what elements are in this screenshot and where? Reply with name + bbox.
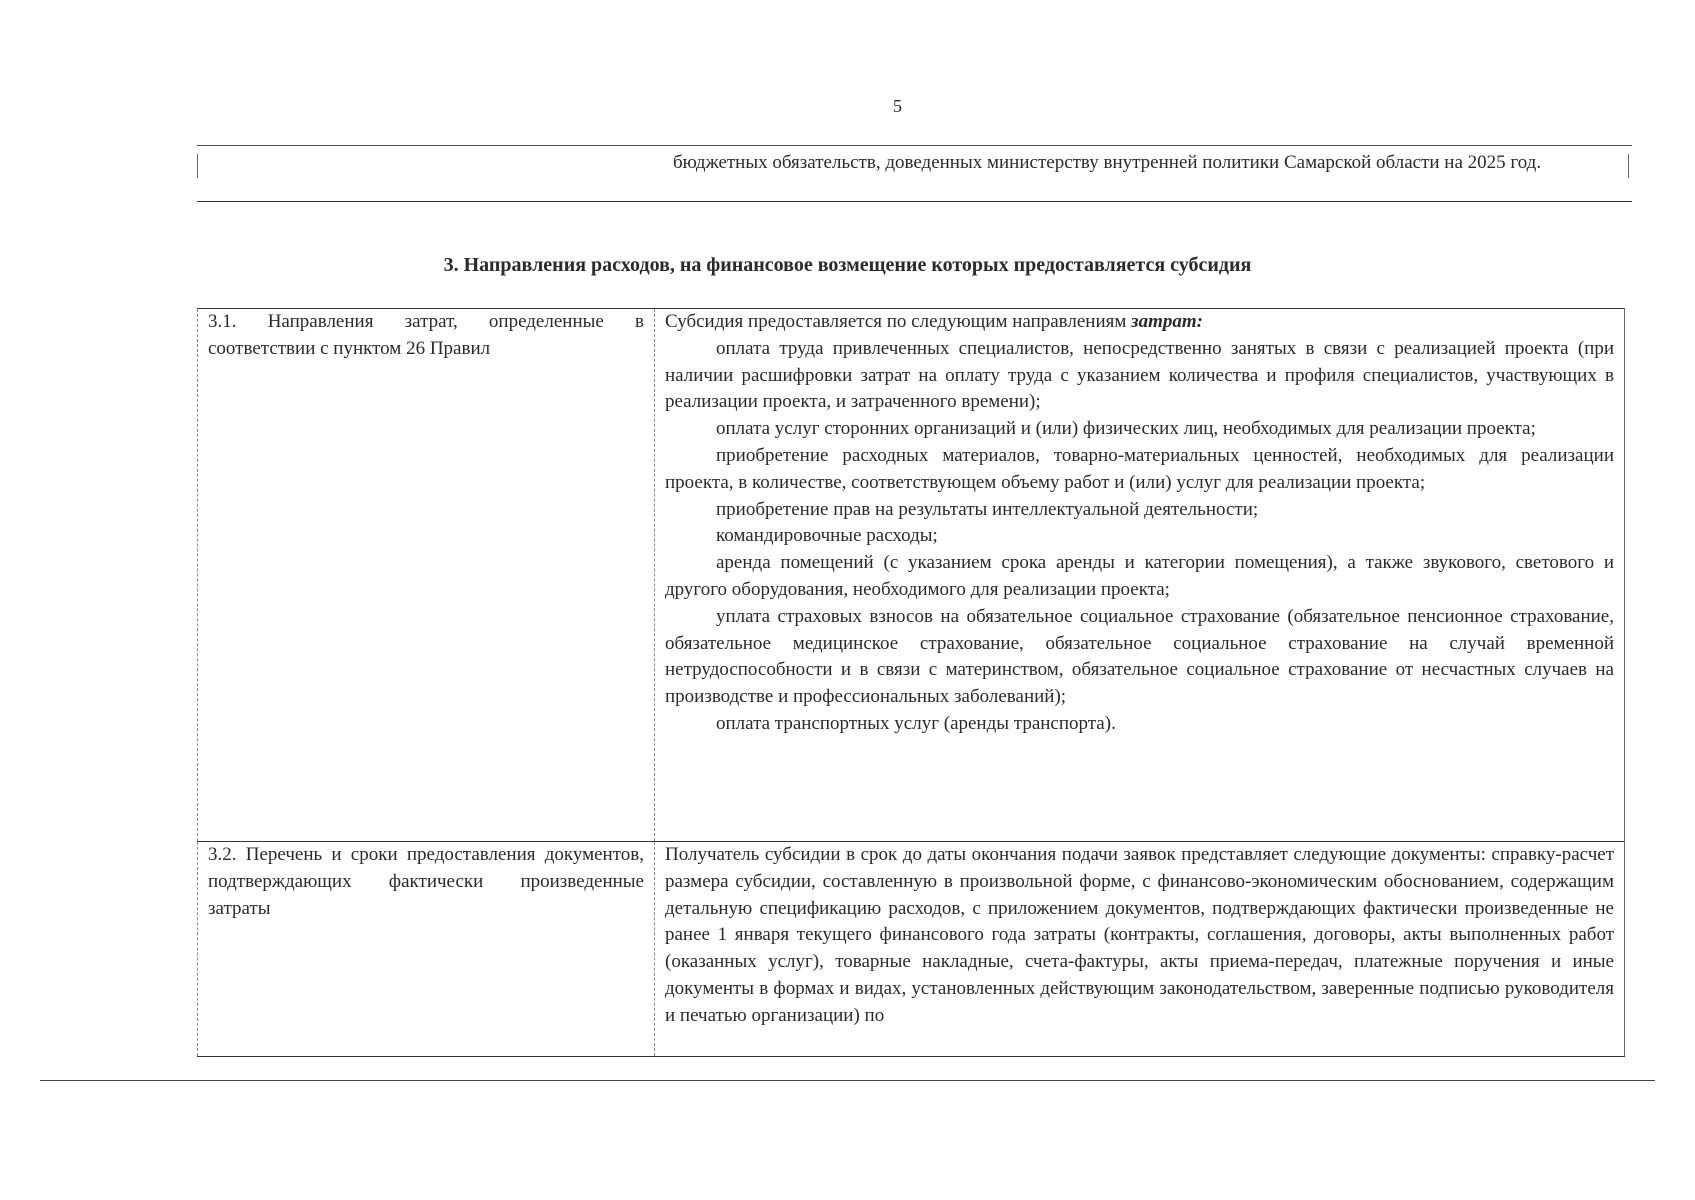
list-item: оплата труда привлеченных специалистов, непосредственно занятых в связи с реализацией проекта (при наличии расшифровки затрат на оплату труда с указанием количества и профиля специалистов, участвующих в реализации проекта, и затраченного времени);: [665, 337, 1614, 413]
bottom-divider: [40, 1080, 1655, 1081]
cell-border: [1628, 154, 1629, 178]
intro-line: [665, 309, 1614, 336]
row-label-3-2: 3.2. Перечень и сроки предоставления документов, подтверждающих фактически произведенные затраты: [198, 842, 655, 1057]
list-item: аренда помещений (с указанием срока аренды и категории помещения), а также звукового, светового и другого оборудования, необходимого для реализации проекта;: [665, 552, 1614, 600]
section-heading: 3. Направления расходов, на финансовое возмещение которых предоставляется субсидия: [443, 254, 1252, 276]
list-item: командировочные расходы;: [716, 525, 938, 547]
row-label-3-1: 3.1. Направления затрат, определенные в соответствии с пунктом 26 Правил: [198, 309, 655, 842]
list-item: приобретение расходных материалов, товарно-материальных ценностей, необходимых для реализации проекта, в количестве, соответствующем объему работ и (или) услуг для реализации проекта;: [665, 444, 1614, 493]
list-item: оплата услуг сторонних организаций и (или) физических лиц, необходимых для реализации проекта;: [716, 418, 1536, 440]
intro-emphasis: затрат:: [1131, 311, 1203, 332]
expenses-table: [197, 308, 1625, 1057]
list-item: уплата страховых взносов на обязательное социальное страхование (обязательное пенсионное страхование, обязательное медицинское страхование, обязательное социальное страхование на случай временной нетрудоспособности и в связи с материнством, обязательное социальное страхование от несчастных случаев на производстве и профессиональных заболеваний);: [665, 605, 1614, 708]
continuation-text: бюджетных обязательств, доведенных министерству внутренней политики Самарской области на 2025 год.: [673, 152, 1542, 173]
row-content-3-2: Получатель субсидии в срок до даты окончания подачи заявок представляет следующие документы: справку-расчет размера субсидии, составленную в произвольной форме, с финансово-экономическим обоснованием, содержащим детальную спецификацию расходов, с приложением документов, подтверждающих фактически произведенные не ранее 1 января текущего финансового года затраты (контракты, соглашения, договоры, акты выполненных работ (оказанных услуг), товарные накладные, счета-фактуры, акты приема-передач, платежные поручения и иные документы в формах и видах, установленных действующим законодательством, заверенные подписью руководителя и печатью организации) по: [655, 842, 1625, 1057]
cell-border: [197, 154, 198, 178]
row-content-3-1: [655, 309, 1625, 842]
continuation-table: [197, 145, 1632, 202]
list-item: оплата транспортных услуг (аренды транспорта).: [716, 712, 1116, 734]
intro-text: Субсидия предоставляется по следующим направлениям: [665, 311, 1127, 332]
list-item: приобретение прав на результаты интеллектуальной деятельности;: [716, 498, 1259, 520]
table-row: [198, 842, 1625, 1057]
page-number: 5: [893, 96, 902, 116]
table-row: [198, 309, 1625, 842]
